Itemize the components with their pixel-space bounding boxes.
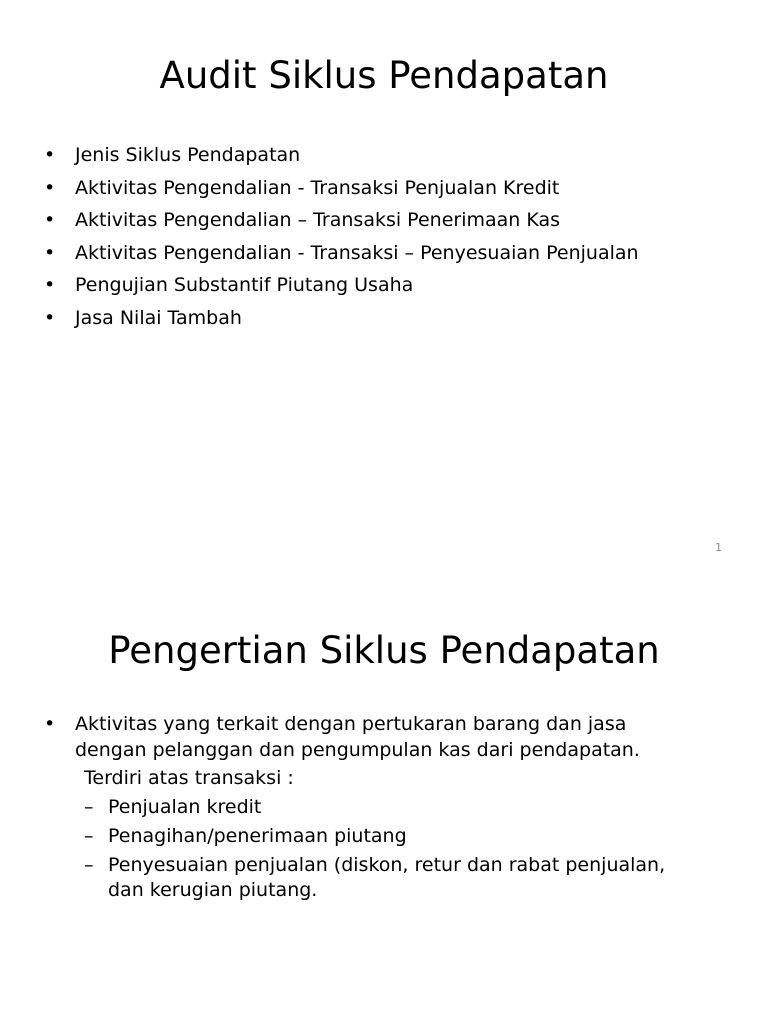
bullet-list — [44, 139, 738, 335]
sub-list-item-text: Penjualan kredit — [108, 796, 262, 818]
list-item — [44, 172, 738, 205]
sub-list-item — [44, 822, 738, 851]
slide-2 — [0, 576, 768, 1024]
slide-title: Audit Siklus Pendapatan — [159, 54, 609, 97]
list-item — [44, 302, 738, 335]
bullet-icon: • — [44, 713, 56, 735]
bullet-icon: • — [44, 144, 56, 166]
paragraph-line: dengan pelanggan dan pengumpulan kas dari pendapatan. — [75, 739, 640, 761]
list-item-text: Jenis Siklus Pendapatan — [75, 144, 301, 166]
paragraph-line: Aktivitas yang terkait dengan pertukaran barang dan jasa — [75, 713, 627, 735]
dash-icon: – — [84, 854, 94, 876]
list-item-text: Pengujian Substantif Piutang Usaha — [75, 274, 414, 297]
bullet-icon: • — [44, 274, 56, 297]
dash-icon: – — [84, 825, 94, 847]
list-item-text: Aktivitas Pengendalian - Transaksi – Penyesuaian Penjualan — [75, 241, 639, 264]
sub-list-item — [44, 793, 738, 822]
definition-paragraph — [44, 711, 738, 763]
list-item — [44, 237, 738, 270]
slide-title: Pengertian Siklus Pendapatan — [108, 629, 660, 672]
list-item-text: Jasa Nilai Tambah — [75, 306, 242, 329]
list-item-text: Aktivitas Pengendalian - Transaksi Penjualan Kredit — [75, 176, 560, 199]
dash-icon: – — [84, 796, 94, 818]
list-item — [44, 139, 738, 172]
bullet-list — [44, 711, 738, 903]
list-item-text: Aktivitas Pengendalian – Transaksi Penerimaan Kas — [75, 209, 561, 232]
list-item — [44, 204, 738, 237]
sub-list-item-text: Penagihan/penerimaan piutang — [108, 825, 407, 847]
page-number: 1 — [715, 541, 722, 554]
sub-list — [44, 793, 738, 903]
bullet-icon: • — [44, 306, 56, 329]
sub-list-item-text: Penyesuaian penjualan (diskon, retur dan rabat penjualan, — [108, 854, 666, 876]
bullet-icon: • — [44, 176, 56, 199]
sub-intro: Terdiri atas transaksi : — [84, 767, 294, 789]
bullet-icon: • — [44, 209, 56, 232]
bullet-icon: • — [44, 241, 56, 264]
sub-list-item-text: dan kerugian piutang. — [108, 879, 318, 901]
sub-list-item — [44, 851, 738, 903]
list-item — [44, 269, 738, 302]
